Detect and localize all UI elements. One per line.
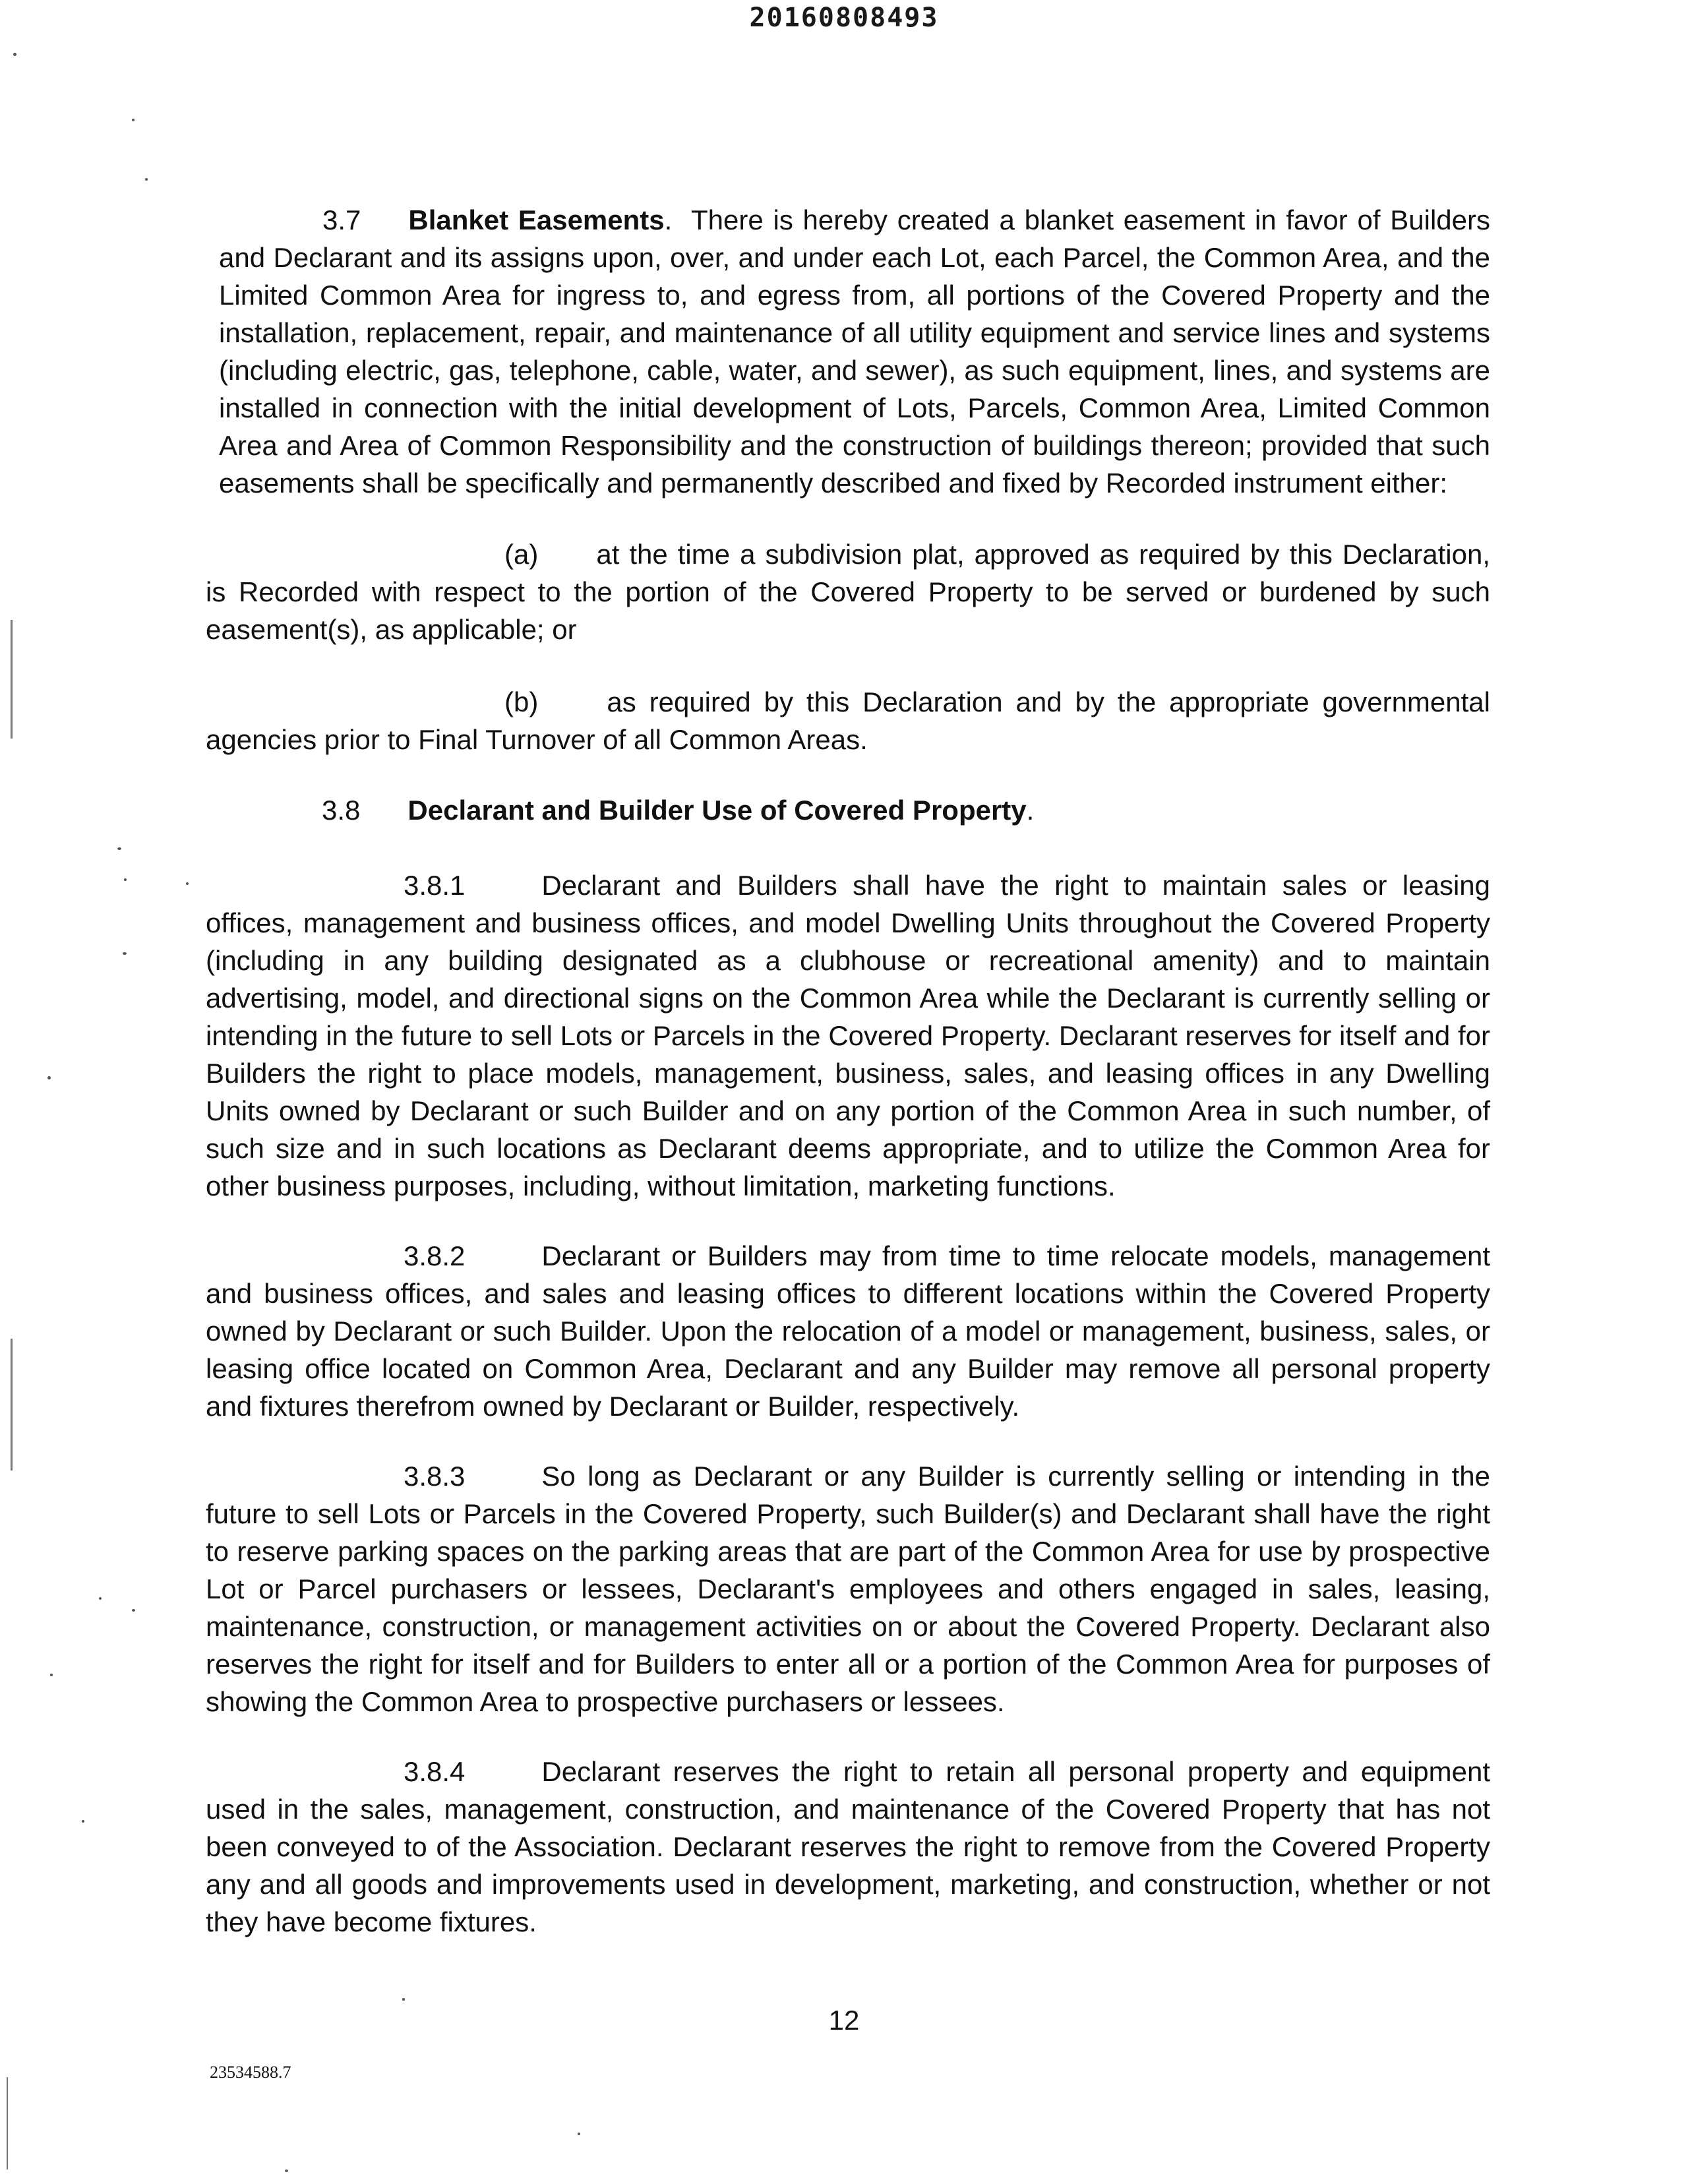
section-3-8-3-number: 3.8.3	[404, 1461, 466, 1492]
scan-speck	[402, 1998, 405, 2001]
section-3-8-4-number: 3.8.4	[404, 1756, 466, 1787]
section-3-7-title-period: .	[664, 204, 673, 235]
item-b-paragraph	[206, 683, 1490, 758]
scan-speck	[47, 1076, 51, 1079]
scan-speck	[13, 53, 16, 56]
scan-speck	[145, 178, 148, 181]
item-a-text: at the time a subdivision plat, approved as required by this Declaration, is Recorded with respect to the portion of the Covered Property to be served or burdened by such easement(s), as applicable; or	[206, 539, 1490, 645]
document-id: 23534588.7	[210, 2063, 291, 2082]
scan-speck	[117, 847, 121, 850]
section-3-8-2-text: Declarant or Builders may from time to time relocate models, management and business offices, and sales and leasing offices to different locations within the Covered Property owned by Declarant or such Builder. Upon the relocation of a model or management, business, sales, or leasing office located on Common Area, Declarant and any Builder may remove all personal property and fixtures therefrom owned by Declarant or Builder, respectively.	[206, 1240, 1490, 1422]
scan-speck	[186, 882, 189, 885]
section-3-8-1-number: 3.8.1	[404, 870, 466, 901]
section-3-8-4-text: Declarant reserves the right to retain all personal property and equipment used in the sales, management, construction, and maintenance of the Covered Property that has not been conveyed to of the Association. Declarant reserves the right to remove from the Covered Property any and all goods and improvements used in development, marketing, and construction, whether or not they have become fixtures.	[206, 1756, 1490, 1937]
scan-speck	[578, 2133, 580, 2135]
scan-edge-mark	[7, 2077, 8, 2169]
section-3-8-title-period: .	[1026, 795, 1035, 826]
section-3-8-1-text: Declarant and Builders shall have the right to maintain sales or leasing offices, management and business offices, and model Dwelling Units throughout the Covered Property (including in any building designated as a clubhouse or recreational amenity) and to maintain advertising, model, and directional signs on the Common Area while the Declarant is currently selling or intending in the future to sell Lots or Parcels in the Covered Property. Declarant reserves for itself and for Builders the right to place models, management, business, sales, and leasing offices in any Dwelling Units owned by Declarant or such Builder and on any portion of the Common Area in such number, of such size and in such locations as Declarant deems appropriate, and to utilize the Common Area for other business purposes, including, without limitation, marketing functions.	[206, 870, 1490, 1201]
item-a-paragraph	[206, 535, 1490, 648]
section-3-7-number: 3.7	[322, 204, 361, 235]
section-3-8-title: Declarant and Builder Use of Covered Property	[407, 795, 1027, 826]
section-3-8-3-text: So long as Declarant or any Builder is currently selling or intending in the future to sell Lots or Parcels in the Covered Property, such Builder(s) and Declarant shall have the right to reserve parking spaces on the parking areas that are part of the Common Area for use by prospective Lot or Parcel purchasers or lessees, Declarant's employees and others engaged in sales, leasing, maintenance, construction, or management activities on or about the Covered Property. Declarant also reserves the right for itself and for Builders to enter all or a portion of the Common Area for purposes of showing the Common Area to prospective purchasers or lessees.	[206, 1461, 1490, 1717]
section-3-8-1-paragraph	[206, 866, 1490, 1205]
scan-speck	[132, 1609, 135, 1612]
scan-edge-mark	[11, 620, 13, 739]
recording-number: 20160808493	[749, 3, 939, 33]
section-3-8-heading	[322, 791, 1034, 829]
item-a-label: (a)	[504, 539, 539, 570]
scan-edge-mark	[11, 1339, 13, 1471]
scan-speck	[123, 952, 127, 955]
scan-speck	[124, 878, 127, 881]
section-3-7-paragraph	[219, 201, 1490, 502]
section-3-7-title: Blanket Easements	[408, 204, 665, 235]
section-3-7-text: There is hereby created a blanket easement in favor of Builders and Declarant and its assigns upon, over, and under each Lot, each Parcel, the Common Area, and the Limited Common Area for ingress to, and egress from, all portions of the Covered Property and the installation, replacement, repair, and maintenance of all utility equipment and service lines and systems (including electric, gas, telephone, cable, water, and sewer), as such equipment, lines, and systems are installed in connection with the initial development of Lots, Parcels, Common Area, Limited Common Area and Area of Common Responsibility and the construction of buildings thereon; provided that such easements shall be specifically and permanently described and fixed by Recorded instrument either:	[219, 204, 1490, 499]
section-3-8-3-paragraph	[206, 1457, 1490, 1720]
scan-speck	[285, 2169, 288, 2172]
section-3-8-2-paragraph	[206, 1237, 1490, 1425]
section-3-8-2-number: 3.8.2	[404, 1240, 466, 1271]
scan-speck	[50, 1674, 53, 1676]
section-3-8-number: 3.8	[322, 795, 361, 826]
item-b-text: as required by this Declaration and by the appropriate governmental agencies prior to Final Turnover of all Common Areas.	[206, 686, 1490, 755]
item-b-label: (b)	[504, 686, 539, 717]
section-3-8-4-paragraph	[206, 1753, 1490, 1941]
scan-speck	[132, 119, 135, 121]
scan-speck	[99, 1597, 102, 1600]
scan-speck	[82, 1820, 84, 1823]
page-number: 12	[828, 2005, 860, 2036]
